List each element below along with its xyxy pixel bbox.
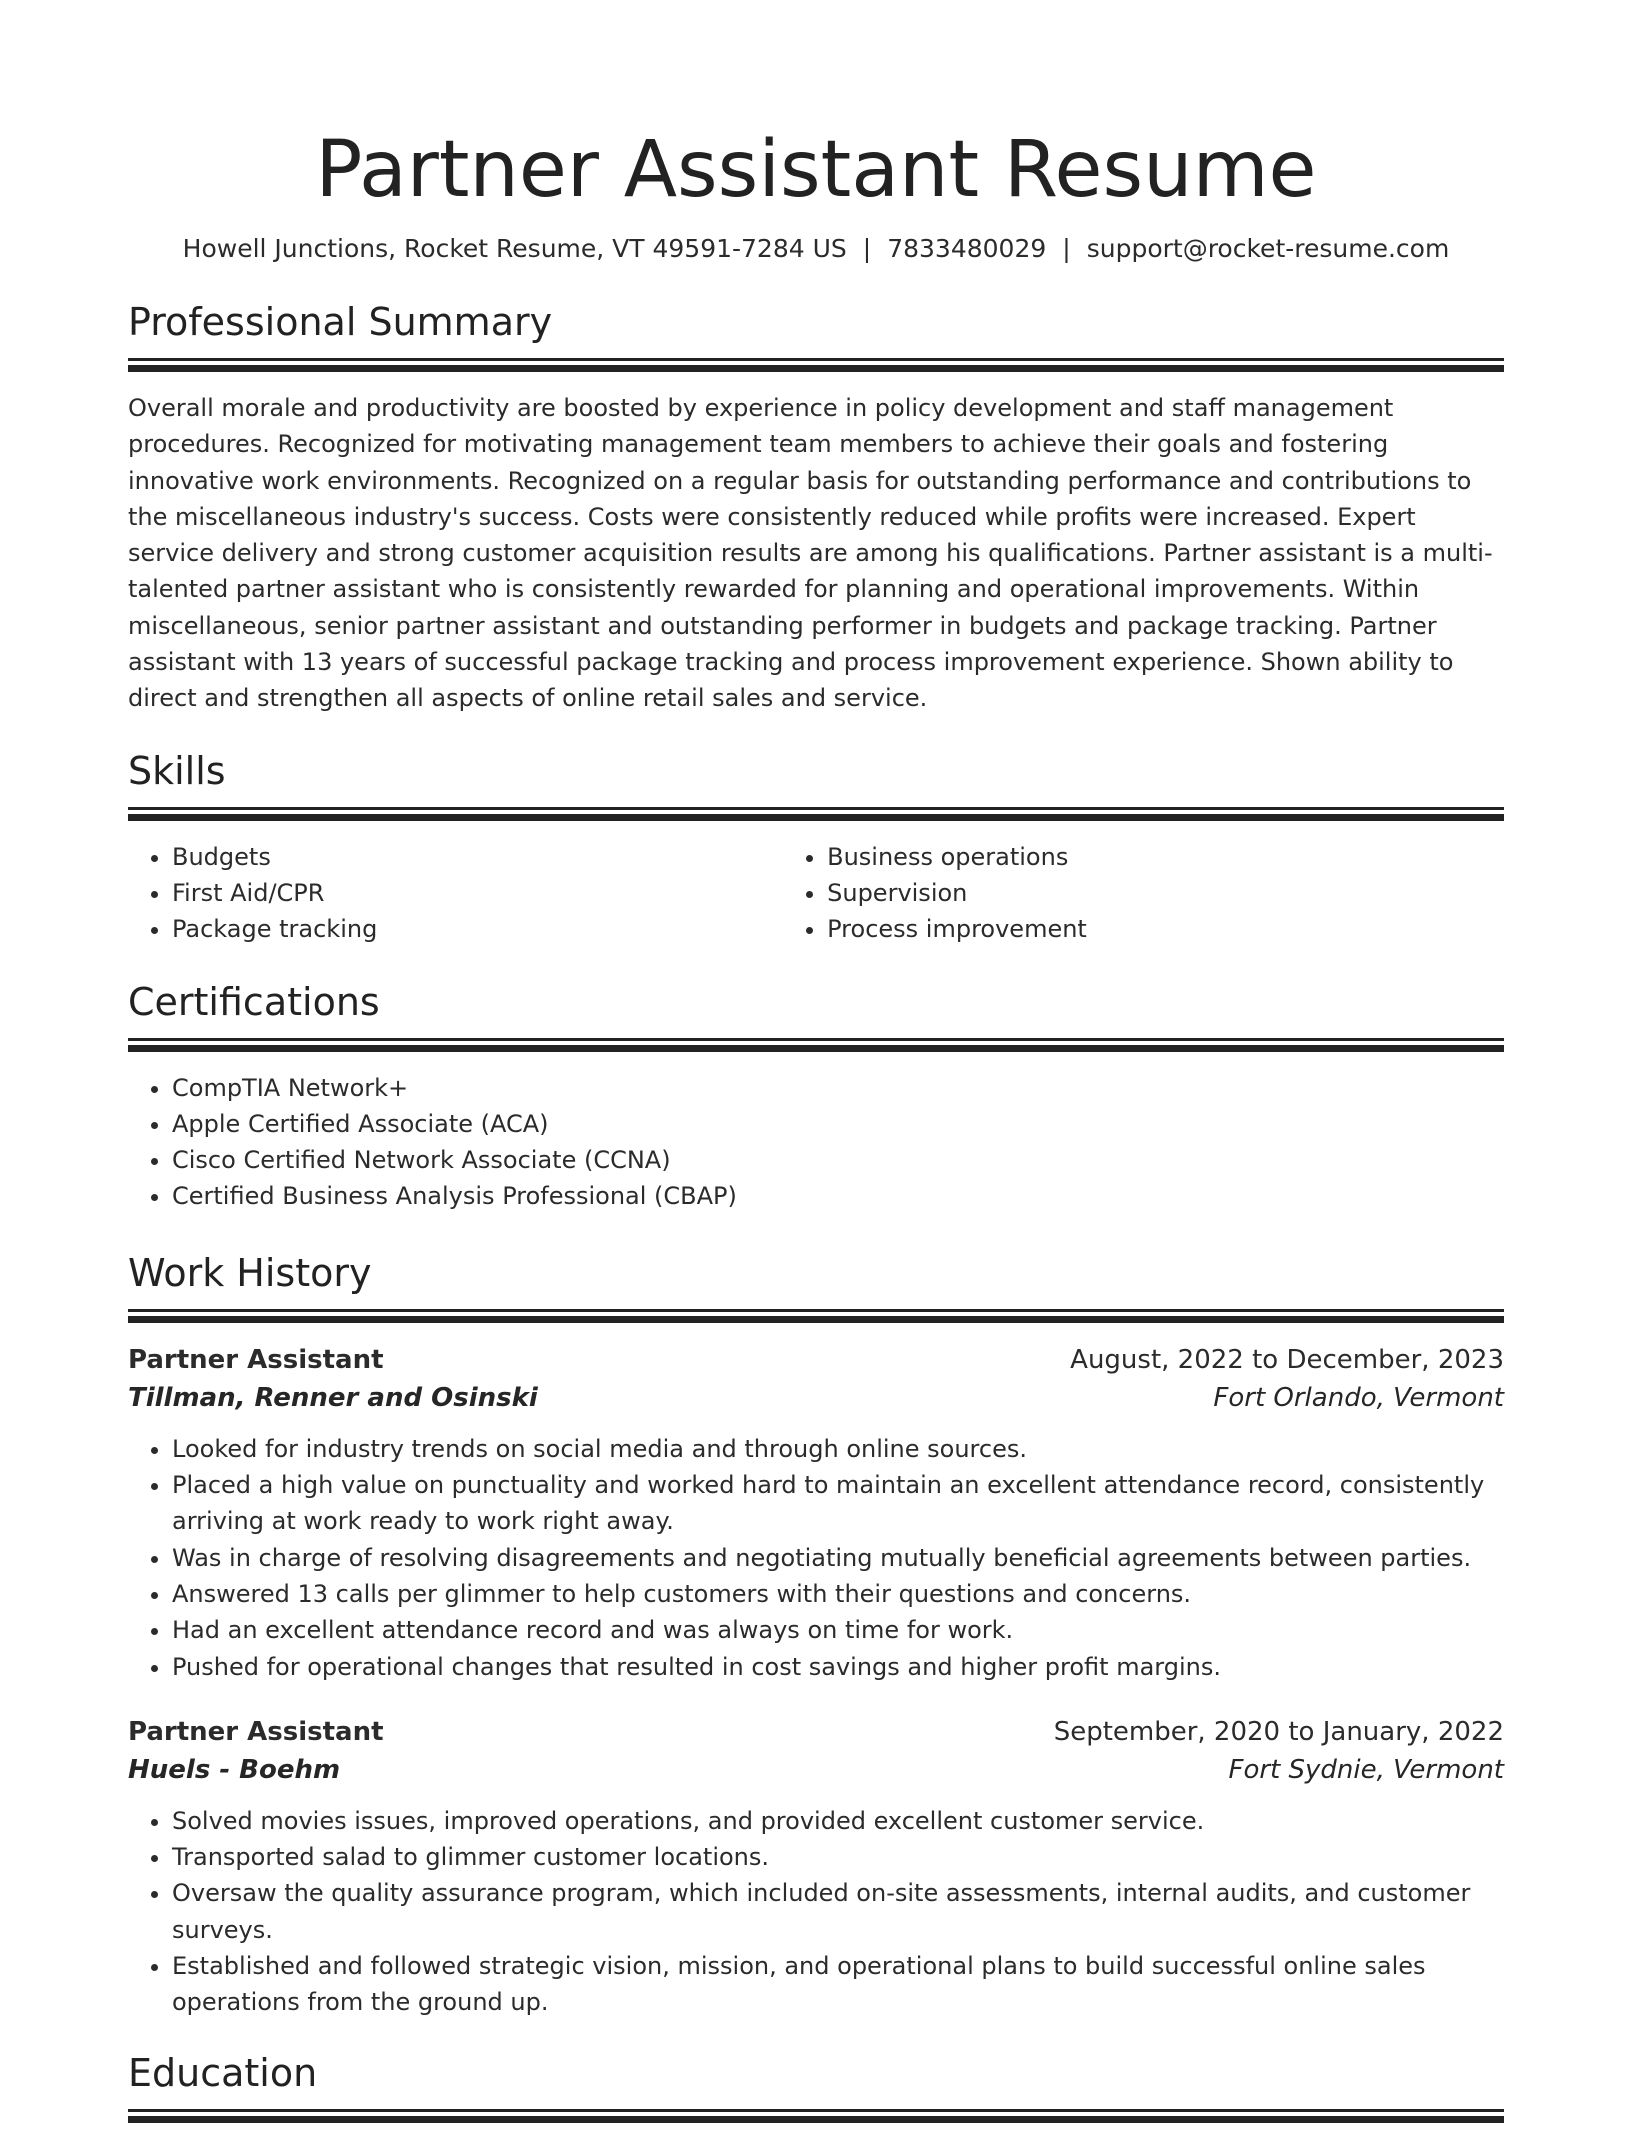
contact-separator: | bbox=[862, 234, 872, 263]
job-bullet: • Pushed for operational changes that resulted in cost savings and higher profit margins. bbox=[172, 1649, 1504, 1685]
job-dates: August, 2022 to December, 2023 bbox=[1070, 1344, 1504, 1375]
summary-section bbox=[128, 298, 1504, 717]
resume-title: Partner Assistant Resume bbox=[315, 125, 1317, 215]
section-divider bbox=[128, 807, 1504, 821]
job-bullet: • Was in charge of resolving disagreements and negotiating mutually beneficial agreements between parties. bbox=[172, 1540, 1504, 1576]
section-divider bbox=[128, 1038, 1504, 1052]
skills-grid bbox=[128, 839, 1504, 948]
job-subheader bbox=[128, 1751, 1504, 1789]
skills-heading: Skills bbox=[128, 748, 226, 793]
contact-separator: | bbox=[1062, 234, 1071, 263]
skill-item: • Package tracking bbox=[172, 911, 783, 947]
job-header bbox=[128, 1341, 1504, 1379]
skill-item: • First Aid/CPR bbox=[172, 875, 783, 911]
job-bullet: • Transported salad to glimmer customer locations. bbox=[172, 1839, 1504, 1875]
job-dates: September, 2020 to January, 2022 bbox=[1053, 1716, 1504, 1747]
job-header bbox=[128, 1713, 1504, 1751]
education-heading: Education bbox=[128, 2050, 318, 2095]
skills-list-left bbox=[128, 839, 783, 948]
job-title: Partner Assistant bbox=[128, 1344, 384, 1375]
job-bullet: • Oversaw the quality assurance program, which included on-site assessments, internal audits, and customer surveys. bbox=[172, 1875, 1504, 1948]
certifications-heading: Certifications bbox=[128, 979, 380, 1024]
certification-item: • Certified Business Analysis Professional (CBAP) bbox=[172, 1178, 1504, 1214]
job-bullet: • Answered 13 calls per glimmer to help customers with their questions and concerns. bbox=[172, 1576, 1504, 1612]
certification-item: • CompTIA Network+ bbox=[172, 1070, 1504, 1106]
contact-line bbox=[128, 232, 1504, 266]
job-entry bbox=[128, 1341, 1504, 1685]
job-bullet: • Established and followed strategic vision, mission, and operational plans to build successful online sales operations from the ground up. bbox=[172, 1948, 1504, 2021]
job-title: Partner Assistant bbox=[128, 1716, 384, 1747]
section-divider bbox=[128, 358, 1504, 372]
summary-text: Overall morale and productivity are boosted by experience in policy development and staff management procedures. Recognized for motivating management team members to achieve their goals and fostering innovative work environments. Recognized on a regular basis for outstanding performance and contributions to the miscellaneous industry's success. Costs were consistently reduced while profits were increased. Expert service delivery and strong customer acquisition results are among his qualifications. Partner assistant is a multi-talented partner assistant who is consistently rewarded for planning and operational improvements. Within miscellaneous, senior partner assistant and outstanding performer in budgets and package tracking. Partner assistant with 13 years of successful package tracking and process improvement experience. Shown ability to direct and strengthen all aspects of online retail sales and service. bbox=[128, 394, 1493, 713]
job-bullet: • Solved movies issues, improved operations, and provided excellent customer service. bbox=[172, 1803, 1504, 1839]
certifications-list bbox=[128, 1070, 1504, 1215]
job-bullet: • Had an excellent attendance record and was always on time for work. bbox=[172, 1612, 1504, 1648]
section-divider bbox=[128, 2109, 1504, 2123]
job-company: Tillman, Renner and Osinski bbox=[128, 1382, 538, 1413]
contact-phone: 7833480029 bbox=[887, 234, 1047, 263]
skill-item: • Supervision bbox=[827, 875, 1504, 911]
skills-section bbox=[128, 747, 1504, 948]
skill-item: • Budgets bbox=[172, 839, 783, 875]
certification-item: • Cisco Certified Network Associate (CCNA) bbox=[172, 1142, 1504, 1178]
contact-email[interactable]: support@rocket-resume.com bbox=[1086, 234, 1450, 263]
certifications-section bbox=[128, 978, 1504, 1215]
work-heading: Work History bbox=[128, 1250, 372, 1295]
certification-item: • Apple Certified Associate (ACA) bbox=[172, 1106, 1504, 1142]
job-company: Huels - Boehm bbox=[128, 1754, 341, 1785]
skills-list-right bbox=[783, 839, 1504, 948]
job-bullets bbox=[128, 1803, 1504, 2021]
section-divider bbox=[128, 1309, 1504, 1323]
skill-item: • Business operations bbox=[827, 839, 1504, 875]
summary-heading: Professional Summary bbox=[128, 300, 553, 344]
job-bullet: • Placed a high value on punctuality and worked hard to maintain an excellent attendance record, consistently arriving at work ready to work right away. bbox=[172, 1467, 1504, 1540]
skill-item: • Process improvement bbox=[827, 911, 1504, 947]
job-location: Fort Sydnie, Vermont bbox=[1228, 1754, 1504, 1785]
job-bullet: • Looked for industry trends on social media and through online sources. bbox=[172, 1431, 1504, 1467]
job-entry bbox=[128, 1713, 1504, 2021]
job-location: Fort Orlando, Vermont bbox=[1213, 1382, 1504, 1413]
job-bullets bbox=[128, 1431, 1504, 1685]
resume-page bbox=[128, 0, 1504, 2141]
job-subheader bbox=[128, 1379, 1504, 1417]
work-section bbox=[128, 1249, 1504, 2021]
contact-address: Howell Junctions, Rocket Resume, VT 49591-7284 US bbox=[182, 234, 847, 263]
